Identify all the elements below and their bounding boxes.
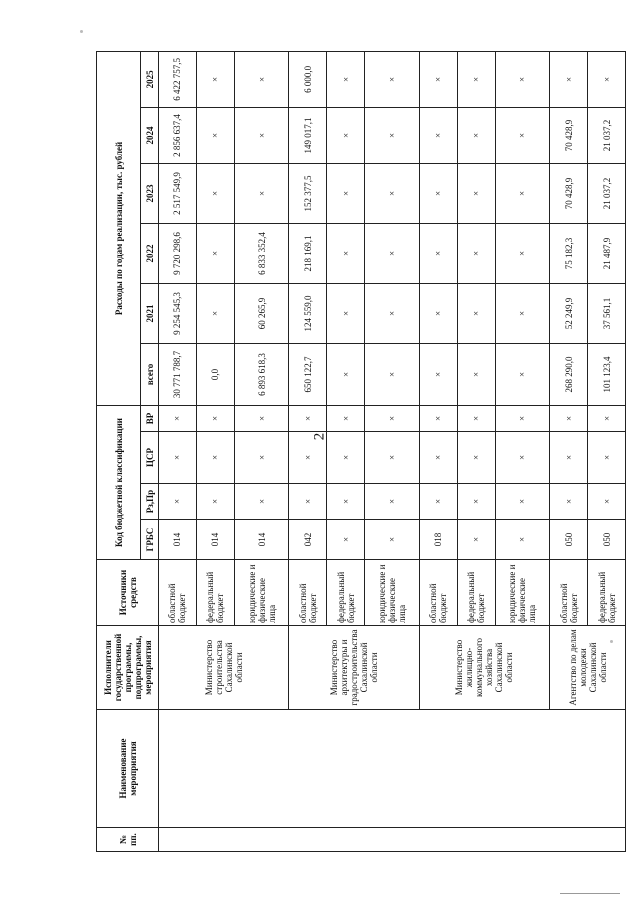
cell-y2021: ×: [419, 283, 457, 343]
cell-csr: ×: [550, 432, 588, 484]
cell-y2023: 2 517 549,9: [159, 163, 197, 223]
cell-total: 268 290,0: [550, 343, 588, 405]
cell-y2025: ×: [327, 51, 365, 107]
cell-executor: Агентство по делам молодежи Сахалинской области: [550, 626, 626, 710]
cell-grbs: ×: [495, 520, 549, 560]
cell-source: областной бюджет: [159, 560, 197, 626]
cell-y2021: 37 561,1: [588, 283, 626, 343]
cell-y2024: 21 037,2: [588, 107, 626, 163]
cell-vr: ×: [365, 405, 419, 431]
header-rzpr: Рз,Пр: [141, 484, 159, 520]
cell-rzpr: ×: [457, 484, 495, 520]
header-name: Наименование мероприятия: [97, 710, 159, 828]
cell-y2021: ×: [365, 283, 419, 343]
cell-grbs: 050: [550, 520, 588, 560]
header-year-2025: 2025: [141, 51, 159, 107]
cell-vr: ×: [159, 405, 197, 431]
cell-y2024: ×: [365, 107, 419, 163]
cell-total: 0,0: [196, 343, 234, 405]
cell-y2025: 6 422 757,5: [159, 51, 197, 107]
scan-edge-line: [560, 893, 620, 894]
cell-y2024: 149 017,1: [289, 107, 327, 163]
cell-y2021: 9 254 545,3: [159, 283, 197, 343]
cell-y2024: ×: [196, 107, 234, 163]
cell-vr: ×: [196, 405, 234, 431]
cell-y2021: 124 559,0: [289, 283, 327, 343]
cell-y2022: ×: [419, 223, 457, 283]
cell-y2022: ×: [495, 223, 549, 283]
cell-csr: ×: [495, 432, 549, 484]
cell-y2022: 75 182,3: [550, 223, 588, 283]
cell-executor: Министерство архитектуры и градостроительства Сахалинской области: [289, 626, 419, 710]
cell-source: федеральный бюджет: [588, 560, 626, 626]
cell-y2022: 9 720 298,6: [159, 223, 197, 283]
cell-vr: ×: [327, 405, 365, 431]
cell-y2025: ×: [495, 51, 549, 107]
cell-y2022: 6 833 352,4: [234, 223, 288, 283]
cell-y2021: ×: [495, 283, 549, 343]
cell-vr: ×: [419, 405, 457, 431]
cell-y2023: 152 377,5: [289, 163, 327, 223]
cell-y2024: ×: [495, 107, 549, 163]
cell-y2023: ×: [327, 163, 365, 223]
cell-rzpr: ×: [550, 484, 588, 520]
cell-y2024: ×: [327, 107, 365, 163]
page-number: 2: [311, 432, 328, 441]
cell-y2024: 2 856 637,4: [159, 107, 197, 163]
header-expenses: Расходы по годам реализации, тыс. рублей: [97, 51, 141, 405]
cell-grbs: 042: [289, 520, 327, 560]
header-year-2021: 2021: [141, 283, 159, 343]
cell-rzpr: ×: [196, 484, 234, 520]
cell-y2023: ×: [234, 163, 288, 223]
cell-y2022: 218 169,1: [289, 223, 327, 283]
rotated-table-container: [96, 52, 626, 852]
cell-rzpr: ×: [495, 484, 549, 520]
cell-y2022: ×: [196, 223, 234, 283]
header-grbs: ГРБС: [141, 520, 159, 560]
cell-csr: ×: [588, 432, 626, 484]
cell-rzpr: ×: [159, 484, 197, 520]
cell-y2021: 60 265,9: [234, 283, 288, 343]
cell-name: [159, 710, 626, 828]
header-year-2024: 2024: [141, 107, 159, 163]
cell-source: федеральный бюджет: [457, 560, 495, 626]
cell-y2025: ×: [196, 51, 234, 107]
cell-vr: ×: [457, 405, 495, 431]
cell-source: юридические и физические лица: [234, 560, 288, 626]
cell-rzpr: ×: [327, 484, 365, 520]
cell-rzpr: ×: [419, 484, 457, 520]
cell-source: областной бюджет: [550, 560, 588, 626]
cell-csr: ×: [196, 432, 234, 484]
cell-y2025: ×: [234, 51, 288, 107]
cell-rzpr: ×: [289, 484, 327, 520]
cell-source: областной бюджет: [289, 560, 327, 626]
cell-csr: ×: [457, 432, 495, 484]
cell-y2021: ×: [196, 283, 234, 343]
cell-grbs: ×: [457, 520, 495, 560]
header-vr: ВР: [141, 405, 159, 431]
cell-csr: ×: [159, 432, 197, 484]
cell-vr: ×: [495, 405, 549, 431]
cell-y2025: 6 000,0: [289, 51, 327, 107]
cell-grbs: ×: [327, 520, 365, 560]
cell-y2023: ×: [457, 163, 495, 223]
cell-grbs: ×: [365, 520, 419, 560]
cell-vr: ×: [550, 405, 588, 431]
cell-grbs: 014: [196, 520, 234, 560]
header-year-2022: 2022: [141, 223, 159, 283]
cell-y2024: ×: [457, 107, 495, 163]
expenses-table: [96, 51, 626, 852]
cell-csr: ×: [327, 432, 365, 484]
cell-y2024: ×: [234, 107, 288, 163]
cell-source: юридические и физические лица: [365, 560, 419, 626]
cell-y2023: ×: [419, 163, 457, 223]
cell-y2023: ×: [495, 163, 549, 223]
cell-y2025: ×: [365, 51, 419, 107]
cell-total: ×: [495, 343, 549, 405]
header-num: № пп.: [97, 828, 159, 852]
cell-y2022: 21 487,9: [588, 223, 626, 283]
cell-csr: ×: [234, 432, 288, 484]
cell-num: [159, 828, 626, 852]
cell-source: областной бюджет: [419, 560, 457, 626]
cell-grbs: 014: [159, 520, 197, 560]
header-csr: ЦСР: [141, 432, 159, 484]
cell-vr: ×: [234, 405, 288, 431]
header-budget-code: Код бюджетной классификации: [97, 405, 141, 559]
cell-y2021: 52 249,9: [550, 283, 588, 343]
cell-y2025: ×: [457, 51, 495, 107]
cell-total: ×: [365, 343, 419, 405]
header-executor: Исполнители государственной программы, подпрограммы, мероприятия: [97, 626, 159, 710]
cell-y2021: ×: [457, 283, 495, 343]
cell-y2024: ×: [419, 107, 457, 163]
cell-y2022: ×: [365, 223, 419, 283]
cell-csr: ×: [419, 432, 457, 484]
cell-y2023: 21 037,2: [588, 163, 626, 223]
cell-y2025: ×: [419, 51, 457, 107]
cell-y2024: 70 428,9: [550, 107, 588, 163]
cell-executor: Министерство строительства Сахалинской области: [159, 626, 289, 710]
table-row: [159, 51, 197, 851]
cell-rzpr: ×: [365, 484, 419, 520]
cell-csr: ×: [289, 432, 327, 484]
cell-rzpr: ×: [588, 484, 626, 520]
cell-y2021: ×: [327, 283, 365, 343]
cell-y2025: ×: [550, 51, 588, 107]
cell-vr: ×: [588, 405, 626, 431]
cell-vr: ×: [289, 405, 327, 431]
cell-y2025: ×: [588, 51, 626, 107]
cell-total: ×: [327, 343, 365, 405]
cell-total: 650 122,7: [289, 343, 327, 405]
header-total: всего: [141, 343, 159, 405]
header-source: Источники средств: [97, 560, 159, 626]
cell-y2023: ×: [196, 163, 234, 223]
cell-total: 6 893 618,3: [234, 343, 288, 405]
header-year-2023: 2023: [141, 163, 159, 223]
cell-total: ×: [419, 343, 457, 405]
cell-y2022: ×: [457, 223, 495, 283]
cell-y2023: ×: [365, 163, 419, 223]
cell-executor: Министерство жилищно-коммунального хозяйства Сахалинской области: [419, 626, 549, 710]
cell-y2023: 70 428,9: [550, 163, 588, 223]
cell-source: федеральный бюджет: [327, 560, 365, 626]
cell-source: юридические и физические лица: [495, 560, 549, 626]
cell-grbs: 014: [234, 520, 288, 560]
cell-total: ×: [457, 343, 495, 405]
cell-rzpr: ×: [234, 484, 288, 520]
cell-csr: ×: [365, 432, 419, 484]
cell-total: 101 123,4: [588, 343, 626, 405]
cell-y2022: ×: [327, 223, 365, 283]
scan-speck: [80, 30, 83, 33]
cell-total: 30 771 788,7: [159, 343, 197, 405]
cell-source: федеральный бюджет: [196, 560, 234, 626]
cell-grbs: 018: [419, 520, 457, 560]
cell-grbs: 050: [588, 520, 626, 560]
